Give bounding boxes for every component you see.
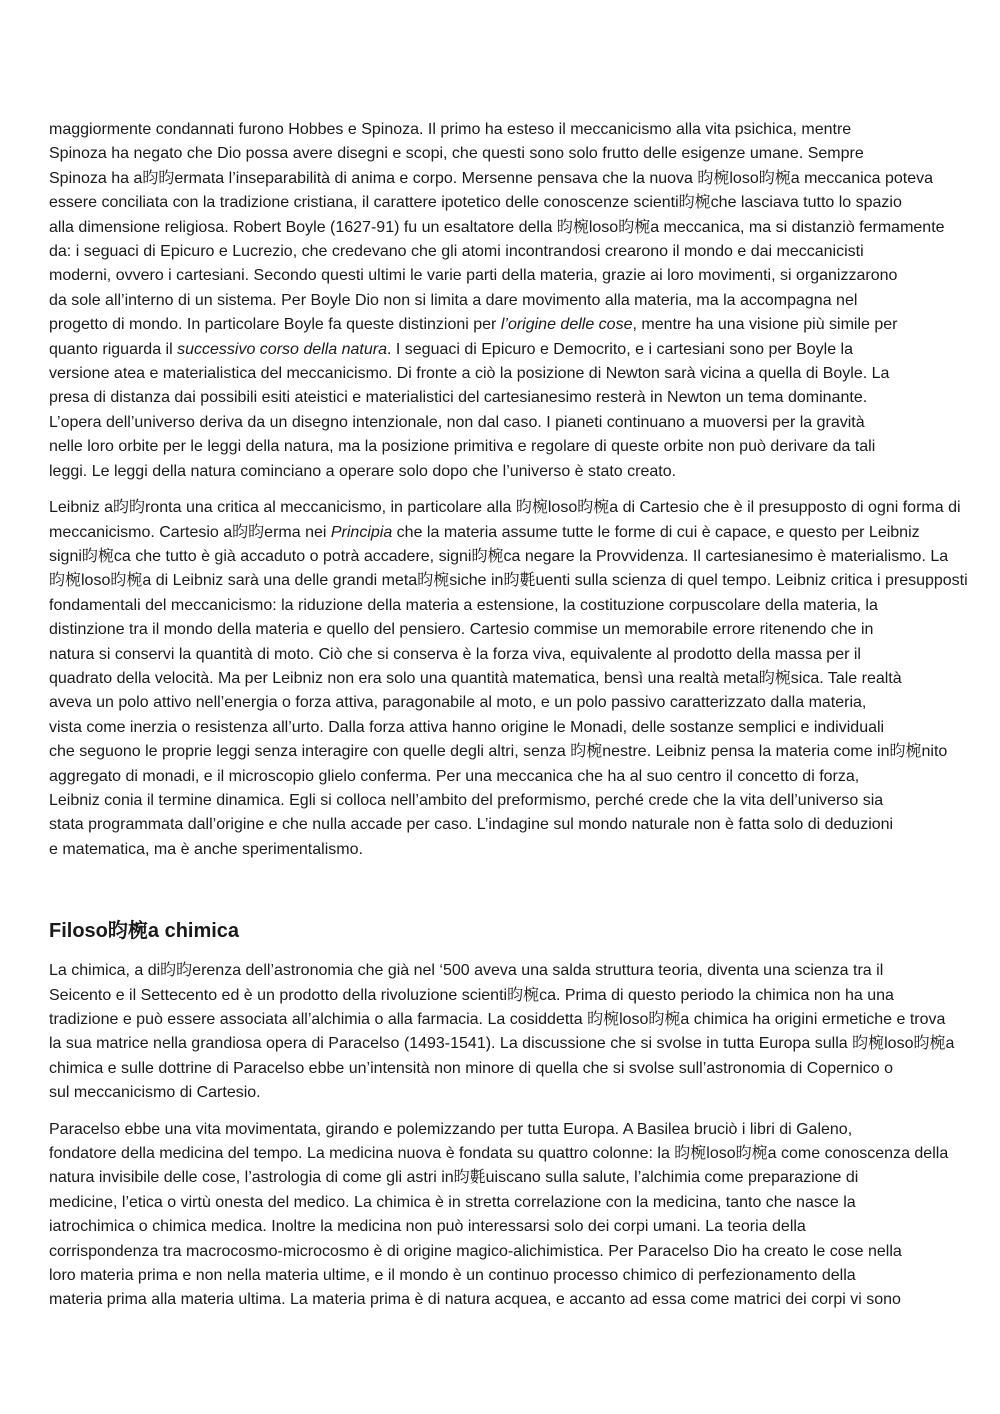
text-line: chimica e sulle dottrine di Paracelso ebbe un’intensità non minore di quella che si svolse sull’astronomia di Copernico o [49, 1059, 894, 1077]
section-title: Filoso昀椀a chimica [49, 920, 240, 943]
document-page [49, 118, 968, 1325]
text-line: materia prima alla materia ultima. La materia prima è di natura acquea, e accanto ad essa come matrici dei corpi vi sono [49, 1291, 901, 1309]
text-line: alla dimensione religiosa. Robert Boyle (1627-91) fu un esaltatore della 昀椀loso昀椀a meccanica, ma si distanziò fermamente [49, 218, 945, 236]
paragraph [49, 118, 954, 484]
text-line: e matematica, ma è anche sperimentalismo. [49, 840, 363, 858]
paragraph [49, 1118, 954, 1313]
text-line: Spinoza ha negato che Dio possa avere disegni e scopi, che questi sono solo frutto delle esigenze umane. Sempre [49, 145, 864, 163]
text-line: fondatore della medicina del tempo. La medicina nuova è fondata su quattro colonne: la 昀椀loso昀椀a come conoscenza della [49, 1145, 949, 1163]
text-line: leggi. Le leggi della natura cominciano a operare solo dopo che l’universo è stato creato. [49, 462, 677, 480]
text-line: Spinoza ha a昀昀ermata l’inseparabilità di anima e corpo. Mersenne pensava che la nuova 昀椀loso昀椀a meccanica poteva [49, 169, 934, 187]
text-line: versione atea e materialistica del meccanicismo. Di fronte a ciò la posizione di Newton sarà vicina a quella di Boyle. La [49, 365, 890, 383]
body-section-filosofia-chimica [49, 959, 954, 1313]
text-line: Leibniz a昀昀ronta una critica al meccanicismo, in particolare alla 昀椀loso昀椀a di Cartesio che è il presupposto di ogni forma di [49, 499, 961, 517]
text-line: Paracelso ebbe una vita movimentata, girando e polemizzando per tutta Europa. A Basilea bruciò i libri di Galeno, [49, 1120, 853, 1138]
text-line: nelle loro orbite per le leggi della natura, ma la posizione primitiva e regolare di queste orbite non può derivare da tali [49, 438, 876, 456]
paragraph [49, 959, 954, 1105]
text-line: meccanicismo. Cartesio a昀昀erma nei Principia che la materia assume tutte le forme di cui è capace, e questo per Leibniz [49, 523, 920, 541]
text-line: natura si conservi la quantità di moto. Ciò che si conserva è la forza viva, equivalente al prodotto della massa per il [49, 645, 861, 663]
text-line: stata programmata dall’origine e che nulla accade per caso. L’indagine sul mondo naturale non è fatta solo di deduzioni [49, 816, 894, 834]
text-line: 昀椀loso昀椀a di Leibniz sarà una delle grandi meta昀椀siche in昀氀uenti sulla scienza di quel tempo. Leibniz critica i presupposti [49, 572, 968, 590]
text-line: da sole all’interno di un sistema. Per Boyle Dio non si limita a dare movimento alla materia, ma la accompagna nel [49, 291, 858, 309]
text-line: distinzione tra il mondo della materia e quello del pensiero. Cartesio commise un memorabile errore ritenendo che in [49, 621, 874, 639]
text-line: progetto di mondo. In particolare Boyle fa queste distinzioni per l’origine delle cose, mentre ha una visione più simile per [49, 316, 898, 334]
text-line: corrispondenza tra macrocosmo-microcosmo è di origine magico-alichimistica. Per Paracelso Dio ha creato le cose nella [49, 1242, 902, 1260]
text-line: L’opera dell’universo deriva da un disegno intenzionale, non dal caso. I pianeti continuano a muoversi per la gravità [49, 413, 865, 431]
text-line: natura invisibile delle cose, l’astrologia di come gli astri in昀氀uiscano sulla salute, l’alchimia come preparazione di [49, 1169, 859, 1187]
paragraph [49, 496, 968, 862]
text-line: da: i seguaci di Epicuro e Lucrezio, che credevano che gli atomi incontrandosi crearono il mondo e dai meccanicisti [49, 243, 864, 261]
text-line: iatrochimica o chimica medica. Inoltre la medicina non può interessarsi solo dei corpi umani. La teoria della [49, 1218, 806, 1236]
text-line: moderni, ovvero i cartesiani. Secondo questi ultimi le varie parti della materia, grazie ai loro movimenti, si organizzarono [49, 267, 898, 285]
text-line: che seguono le proprie leggi senza interagire con quelle degli altri, senza 昀椀nestre. Leibniz pensa la materia come in昀椀nito [49, 743, 948, 761]
body-section-meccanicismo [49, 118, 968, 862]
text-line: quadrato della velocità. Ma per Leibniz non era solo una quantità matematica, bensì una realtà meta昀椀sica. Tale realtà [49, 669, 902, 687]
text-line: tradizione e può essere associata all’alchimia o alla farmacia. La cosiddetta 昀椀loso昀椀a chimica ha origini ermetiche e trova [49, 1011, 946, 1028]
text-line: medicine, l’etica o virtù onesta del medico. La chimica è in stretta correlazione con la medicina, tanto che nasce la [49, 1193, 856, 1211]
text-line: fondamentali del meccanicismo: la riduzione della materia a estensione, la costituzione corpuscolare della materia, la [49, 596, 878, 614]
text-line: presa di distanza dai possibili esiti ateistici e materialistici del cartesianesimo resterà in Newton un tema dominante. [49, 389, 868, 407]
text-line: signi昀椀ca che tutto è già accaduto o potrà accadere, signi昀椀ca negare la Provvidenza. Il cartesianesimo è materialismo. La [49, 547, 949, 565]
text-line: quanto riguarda il successivo corso della natura. I seguaci di Epicuro e Democrito, e i cartesiani sono per Boyle la [49, 340, 853, 358]
text-line: essere conciliata con la tradizione cristiana, il carattere ipotetico delle conoscenze scienti昀椀che lasciava tutto lo spazio [49, 194, 902, 212]
text-line: La chimica, a di昀昀erenza dell’astronomia che già nel ‘500 aveva una salda struttura teoria, diventa una scienza tra il [49, 962, 884, 980]
text-line: vista come inerzia o resistenza all’urto. Dalla forza attiva hanno origine le Monadi, delle sostanze semplici e individuali [49, 718, 885, 736]
text-line: Leibniz conia il termine dinamica. Egli si colloca nell’ambito del preformismo, perché crede che la vita dell’universo sia [49, 791, 884, 809]
text-line: la sua matrice nella grandiosa opera di Paracelso (1493-1541). La discussione che si svolse in tutta Europa sulla 昀椀loso昀椀a [49, 1035, 955, 1053]
text-line: aveva un polo attivo nell’energia o forza attiva, paragonabile al moto, e un polo passivo caratterizzato dalla materia, [49, 694, 867, 712]
text-line: aggregato di monadi, e il microscopio glielo conferma. Per una meccanica che ha al suo centro il concetto di forza, [49, 767, 860, 785]
text-line: sul meccanicismo di Cartesio. [49, 1084, 261, 1102]
text-line: maggiormente condannati furono Hobbes e Spinoza. Il primo ha esteso il meccanicismo alla vita psichica, mentre [49, 121, 852, 138]
text-line: loro materia prima e non nella materia ultime, e il mondo è un continuo processo chimico di perfezionamento della [49, 1267, 856, 1285]
text-line: Seicento e il Settecento ed è un prodotto della rivoluzione scienti昀椀ca. Prima di questo periodo la chimica non ha una [49, 986, 894, 1004]
